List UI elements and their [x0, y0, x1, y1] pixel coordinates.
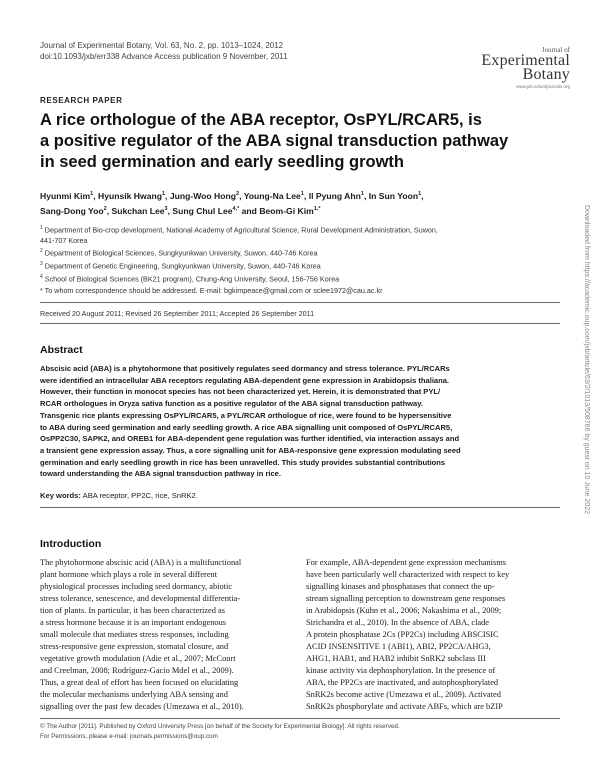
- journal-citation-line1: Journal of Experimental Botany, Vol. 63, No. 2, pp. 1013–1024, 2012: [40, 41, 284, 50]
- author-name: In Sun Yoon: [368, 190, 419, 201]
- abstract-line: germination and early seedling growth in rice has been unravelled. This study provides substantial contributions: [40, 457, 446, 467]
- intro-line: kinase activity via dephosphorylation. In the presence of: [306, 666, 496, 675]
- permissions-line: For Permissions, please e-mail: journals.permissions@oup.com: [40, 732, 218, 740]
- author-name: Sukchan Lee: [111, 206, 165, 217]
- author-name: Hyunmi Kim: [40, 190, 91, 201]
- footer: [40, 722, 560, 741]
- intro-line: ACID INSENSITIVE 1 (ABI1), ABI2, PP2CA/AHG3,: [306, 642, 491, 651]
- author-sup: 1: [161, 191, 166, 197]
- affiliation-text: Department of Genetic Engineering, Sungkyunkwan University, Suwon, 440-746 Korea: [44, 261, 321, 271]
- affiliation-text: Department of Biological Sciences, Sungkyunkwan University, Suwon, 440-746 Korea: [44, 248, 318, 258]
- intro-column-left: [40, 557, 292, 713]
- intro-line: a stress hormone because it is an important endogenous: [40, 618, 227, 627]
- affiliation-sup: 2: [40, 248, 43, 255]
- author-sup: 3: [164, 206, 168, 213]
- title-line: A rice orthologue of the ABA receptor, OsPYL/RCAR5, is: [40, 111, 482, 129]
- intro-line: stress tolerance, senescence, and developmental differentia-: [40, 594, 241, 603]
- abstract-line: were identified an intracellular ABA receptors regulating ABA-dependent gene expression in Arabidopsis thaliana.: [40, 375, 450, 385]
- author-sup: 1: [418, 191, 422, 197]
- logo-bottom-text: Botany: [522, 66, 570, 83]
- divider: [40, 323, 560, 324]
- author-name: Sung Chul Lee: [172, 206, 233, 217]
- received-dates: Received 20 August 2011; Revised 26 September 2011; Accepted 26 September 2011: [40, 309, 315, 318]
- intro-line: signalling over the past few decades (Umezawa et al., 2010).: [40, 702, 244, 711]
- abstract-body: [40, 363, 560, 480]
- affiliation-text: Department of Bio-crop development, National Academy of Agricultural Science, Rural Development Administration, Suwon,: [44, 225, 438, 235]
- intro-line: tion of plants. In particular, it has been characterized as: [40, 606, 225, 615]
- logo-url-text: www.jxb.oxfordjournals.org: [516, 84, 570, 89]
- intro-line: A protein phosphatase 2Cs (PP2Cs) including ABSCISIC: [306, 630, 499, 639]
- affiliation-item: [40, 246, 560, 259]
- author-sup: 1: [360, 191, 364, 197]
- intro-line: physiological processes including seed dormancy, abiotic: [40, 582, 233, 591]
- journal-citation: [40, 40, 288, 62]
- intro-line: Sirichandra et al., 2010). In the absence of ABA, clade: [306, 618, 490, 627]
- correspondence: * To whom correspondence should be addressed. E-mail: bgkimpeace@gmail.com or sclee1972@cau.ac.kr: [40, 286, 383, 295]
- intro-line: For example, ABA-dependent gene expression mechanisms: [306, 558, 507, 567]
- intro-line: small molecule that mediates stress responses, including: [40, 630, 229, 639]
- journal-logo: [470, 46, 570, 89]
- affiliations: [40, 223, 560, 285]
- author-name: Hyunsik Hwang: [97, 190, 162, 201]
- intro-line: Thus, a great deal of effort has been focused on elucidating: [40, 678, 239, 687]
- intro-line: signalling kinases and phosphatases that connect the up-: [306, 582, 495, 591]
- affiliation-sup: 1: [40, 225, 43, 231]
- author-line-2: Sang-Dong Yoo$^2$, Sukchan Lee$^3$, Sung Chul Lee$^{4,*}$ and Beom-Gi Kim$^{1,*}$: [40, 206, 321, 217]
- download-note: Downloaded from https://academic.oup.com/jxb/article/63/2/1013/508766 by guest on 10 June 2022: [583, 205, 590, 514]
- abstract-line: toward understanding the ABA signal transduction pathway in rice.: [40, 469, 281, 479]
- author-sup: 4,*: [232, 206, 240, 213]
- intro-line: have been particularly well characterized with respect to key: [306, 570, 510, 579]
- intro-line: stress-responsive gene expression, stomatal closure, and: [40, 642, 229, 651]
- affiliation-item: [40, 259, 560, 272]
- abstract-line: a transient gene expression assay. Thus, a core signalling unit for ABA-responsive gene expression modulating seed: [40, 445, 461, 455]
- affiliation-item: [40, 223, 560, 236]
- journal-citation-line2: doi:10.1093/jxb/err338 Advance Access publication 9 November, 2011: [40, 52, 288, 61]
- author-name: Beom-Gi Kim: [259, 206, 314, 217]
- intro-line: The phytohormone abscisic acid (ABA) is a multifunctional: [40, 558, 242, 567]
- intro-line: the molecular mechanisms underlying ABA sensing and: [40, 690, 228, 699]
- section-tag: RESEARCH PAPER: [40, 96, 123, 105]
- divider: [40, 507, 560, 508]
- divider: [40, 302, 560, 303]
- introduction-heading: Introduction: [40, 538, 102, 550]
- author-sup: 1: [90, 191, 94, 197]
- abstract-line: However, their function in monocot species has not been characterized yet. Herein, it is demonstrated that PYL/: [40, 387, 441, 397]
- author-sup: 2: [236, 191, 240, 197]
- author-sup: 2: [103, 206, 107, 213]
- logo-top-text: Journal of: [541, 46, 570, 54]
- abstract-line: OsPP2C30, SAPK2, and OREB1 for ABA-dependent gene regulation was further identified, via interaction assays and: [40, 434, 460, 444]
- intro-line: and Creelman, 2008; Rodríguez-Gacio Mdel et al., 2009).: [40, 666, 234, 675]
- intro-line: SnRK2s become active (Umezawa et al., 2009). Activated: [306, 690, 501, 699]
- intro-line: SnRK2s phosphorylate and activate ABFs, which are bZIP: [306, 702, 503, 711]
- footer-divider: [40, 718, 560, 719]
- affiliation-item-cont: 441-707 Korea: [40, 235, 88, 245]
- intro-column-right: [306, 557, 560, 713]
- abstract-line: Abscisic acid (ABA) is a phytohormone that positively regulates seed dormancy and stress tolerance. PYL/RCARs: [40, 364, 450, 373]
- author-line-1: Hyunmi Kim$^1$, Hyunsik Hwang$^1$, Jung-Woo Hong$^2$, Young-Na Lee$^1$, Il Pyung Ahn$^1$, In Sun Yoon$^1$,: [40, 190, 424, 201]
- author-name: Il Pyung Ahn: [308, 190, 361, 201]
- intro-line: vegetative growth modulation (Adie et al., 2007; McCourt: [40, 654, 236, 663]
- keywords-text: ABA receptor, PP2C, rice, SnRK2.: [82, 491, 198, 500]
- abstract-line: to ABA during seed germination and early seedling growth. A rice ABA signalling unit composed of OsPYL/RCAR5,: [40, 422, 453, 432]
- intro-line: AHG1, HAB1, and HAB2 inhibit SnRK2 subclass III: [306, 654, 486, 663]
- title-line: a positive regulator of the ABA signal transduction pathway: [40, 132, 509, 150]
- author-name: Sang-Dong Yoo: [40, 206, 104, 217]
- intro-line: stream signalling perception to downstream gene responses: [306, 594, 506, 603]
- intro-line: plant hormone which plays a role in several different: [40, 570, 218, 579]
- author-name: Jung-Woo Hong: [169, 190, 237, 201]
- author-list: [40, 188, 560, 219]
- intro-line: in Arabidopsis (Kuhn et al., 2006; Nakashima et al., 2009;: [306, 606, 502, 615]
- abstract-line: RCAR orthologues in Oryza sativa function as a positive regulator of the ABA signal transduction pathway.: [40, 399, 423, 409]
- author-name: Young-Na Lee: [243, 190, 301, 201]
- keywords: [40, 491, 198, 500]
- affiliation-item: [40, 272, 560, 285]
- abstract-line: Transgenic rice plants expressing OsPYL/RCAR5, a PYL/RCAR orthologue of rice, were found to be hypersensitive: [40, 410, 452, 420]
- affiliation-sup: 4: [40, 274, 43, 281]
- copyright-line: © The Author [2011]. Published by Oxford University Press [on behalf of the Society for Experimental Biology]. All rights reserved.: [40, 723, 400, 730]
- author-sup: 1: [300, 191, 304, 197]
- keywords-label: Key words:: [40, 491, 81, 500]
- intro-line: ABA, the PP2Cs are inactivated, and autophosphorylated: [306, 678, 499, 687]
- affiliation-text: School of Biological Sciences (BK21 program), Chung-Ang University, Seoul, 156-756 Korea: [44, 274, 340, 284]
- title-line: in seed germination and early seedling growth: [40, 153, 404, 171]
- abstract-heading: Abstract: [40, 344, 83, 356]
- logo-mid-text: Experimental: [481, 52, 570, 69]
- affiliation-sup: 3: [40, 261, 43, 268]
- paper-title: [40, 110, 540, 173]
- author-sup: 1,*: [313, 206, 321, 213]
